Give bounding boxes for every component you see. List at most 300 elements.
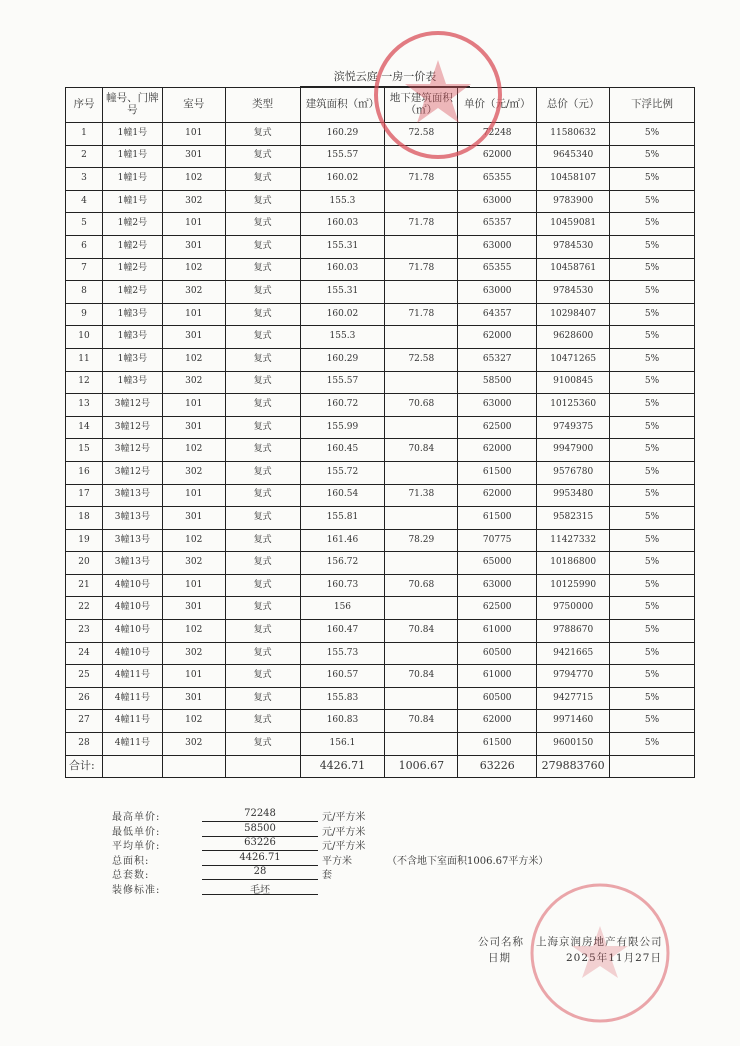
- table-cell: 9947900: [537, 439, 610, 462]
- table-row: [66, 394, 695, 417]
- column-header: 室号: [162, 88, 225, 123]
- table-cell: 62000: [458, 484, 537, 507]
- table-cell: 64357: [458, 303, 537, 326]
- table-cell: 5%: [610, 574, 695, 597]
- table-cell: 5%: [610, 145, 695, 168]
- summary-unit: 平方米: [322, 855, 352, 867]
- table-cell: 5%: [610, 507, 695, 530]
- table-cell: 63000: [458, 190, 537, 213]
- table-cell: 101: [162, 484, 225, 507]
- table-cell: 9784530: [537, 235, 610, 258]
- table-cell: 302: [162, 642, 225, 665]
- table-cell: 155.72: [300, 461, 385, 484]
- column-header: 类型: [225, 88, 300, 123]
- table-cell: 101: [162, 394, 225, 417]
- table-cell: 复式: [225, 371, 300, 394]
- document-title: 滨悦云庭 一房一价表: [300, 68, 470, 87]
- table-cell: 19: [66, 529, 103, 552]
- table-cell: 9971460: [537, 710, 610, 733]
- table-cell: 复式: [225, 642, 300, 665]
- table-cell: 10458761: [537, 258, 610, 281]
- total-cell: [610, 755, 695, 778]
- table-cell: 9783900: [537, 190, 610, 213]
- table-cell: 5%: [610, 235, 695, 258]
- table-cell: 6: [66, 235, 103, 258]
- column-header: 下浮比例: [610, 88, 695, 123]
- table-row: [66, 439, 695, 462]
- total-cell: 1006.67: [385, 755, 458, 778]
- table-cell: 复式: [225, 123, 300, 146]
- total-cell: [225, 755, 300, 778]
- table-cell: 102: [162, 258, 225, 281]
- table-cell: 101: [162, 303, 225, 326]
- table-cell: 1幢3号: [102, 303, 162, 326]
- table-cell: 5%: [610, 439, 695, 462]
- table-cell: 5%: [610, 733, 695, 756]
- table-cell: [385, 687, 458, 710]
- table-row: [66, 710, 695, 733]
- table-row: [66, 529, 695, 552]
- table-cell: 4幢10号: [102, 620, 162, 643]
- table-cell: 17: [66, 484, 103, 507]
- column-header: 建筑面积（㎡）: [300, 88, 385, 123]
- table-cell: 9600150: [537, 733, 610, 756]
- table-cell: 16: [66, 461, 103, 484]
- table-cell: 5%: [610, 710, 695, 733]
- table-cell: 复式: [225, 574, 300, 597]
- table-cell: 63000: [458, 281, 537, 304]
- table-cell: 10471265: [537, 348, 610, 371]
- table-cell: 160.03: [300, 258, 385, 281]
- summary-value: 72248: [202, 808, 318, 822]
- company-block: [478, 934, 663, 966]
- table-cell: [385, 507, 458, 530]
- total-cell: 279883760: [537, 755, 610, 778]
- table-cell: 复式: [225, 529, 300, 552]
- table-cell: [385, 733, 458, 756]
- table-cell: 4幢11号: [102, 733, 162, 756]
- table-cell: [385, 642, 458, 665]
- table-cell: [385, 597, 458, 620]
- summary-note: （不含地下室面积1006.67平方米）: [387, 855, 549, 867]
- table-cell: 71.78: [385, 168, 458, 191]
- table-cell: 复式: [225, 461, 300, 484]
- table-cell: 60500: [458, 642, 537, 665]
- table-cell: [385, 552, 458, 575]
- table-cell: [385, 326, 458, 349]
- table-row: [66, 348, 695, 371]
- table-row: [66, 190, 695, 213]
- table-cell: 5%: [610, 552, 695, 575]
- table-cell: 62000: [458, 439, 537, 462]
- table-cell: 9784530: [537, 281, 610, 304]
- table-cell: [385, 281, 458, 304]
- table-cell: 302: [162, 281, 225, 304]
- table-cell: 301: [162, 507, 225, 530]
- table-cell: 155.83: [300, 687, 385, 710]
- column-header: 单价（元/㎡）: [458, 88, 537, 123]
- table-row: [66, 213, 695, 236]
- table-cell: 1幢2号: [102, 281, 162, 304]
- table-cell: 160.02: [300, 303, 385, 326]
- column-header: 总价（元）: [537, 88, 610, 123]
- table-cell: 155.31: [300, 235, 385, 258]
- table-cell: 160.29: [300, 348, 385, 371]
- table-cell: 5%: [610, 665, 695, 688]
- table-cell: 1幢1号: [102, 123, 162, 146]
- table-cell: 62500: [458, 597, 537, 620]
- table-cell: 11580632: [537, 123, 610, 146]
- table-header-row: [66, 88, 695, 123]
- table-cell: [385, 235, 458, 258]
- table-cell: 61500: [458, 461, 537, 484]
- table-cell: 72.58: [385, 348, 458, 371]
- table-cell: 3幢13号: [102, 552, 162, 575]
- table-row: [66, 461, 695, 484]
- table-cell: 3幢13号: [102, 507, 162, 530]
- table-cell: 复式: [225, 439, 300, 462]
- table-cell: 70.84: [385, 665, 458, 688]
- company-name: 上海京润房地产有限公司: [536, 936, 663, 948]
- table-cell: 1幢3号: [102, 371, 162, 394]
- table-cell: 65327: [458, 348, 537, 371]
- summary-unit: 元/平方米: [322, 841, 366, 852]
- table-cell: 101: [162, 574, 225, 597]
- table-row: [66, 303, 695, 326]
- table-cell: 9953480: [537, 484, 610, 507]
- table-cell: 156.1: [300, 733, 385, 756]
- table-cell: 101: [162, 213, 225, 236]
- table-cell: 4: [66, 190, 103, 213]
- table-row: [66, 235, 695, 258]
- table-cell: 63000: [458, 574, 537, 597]
- table-row: [66, 620, 695, 643]
- table-cell: 155.73: [300, 642, 385, 665]
- table-cell: 2: [66, 145, 103, 168]
- table-cell: 5%: [610, 303, 695, 326]
- table-cell: 4幢10号: [102, 597, 162, 620]
- table-cell: 18: [66, 507, 103, 530]
- table-cell: 10458107: [537, 168, 610, 191]
- table-cell: 3幢13号: [102, 529, 162, 552]
- table-cell: 62000: [458, 145, 537, 168]
- table-cell: 302: [162, 461, 225, 484]
- table-cell: 3幢12号: [102, 416, 162, 439]
- table-cell: 9750000: [537, 597, 610, 620]
- table-cell: 11: [66, 348, 103, 371]
- table-cell: 5%: [610, 258, 695, 281]
- table-cell: 4幢10号: [102, 642, 162, 665]
- table-cell: 160.54: [300, 484, 385, 507]
- table-cell: 12: [66, 371, 103, 394]
- table-cell: 15: [66, 439, 103, 462]
- table-cell: 71.78: [385, 303, 458, 326]
- table-cell: 301: [162, 326, 225, 349]
- total-cell: [102, 755, 162, 778]
- table-cell: 4幢11号: [102, 687, 162, 710]
- table-cell: 1幢2号: [102, 235, 162, 258]
- table-cell: 9794770: [537, 665, 610, 688]
- table-cell: 1幢2号: [102, 258, 162, 281]
- table-cell: 160.45: [300, 439, 385, 462]
- table-cell: 302: [162, 371, 225, 394]
- column-header: 地下建筑面积（㎡）: [385, 88, 458, 123]
- column-header: 幢号、门牌号: [102, 88, 162, 123]
- table-cell: 5%: [610, 371, 695, 394]
- table-cell: 3幢12号: [102, 461, 162, 484]
- total-cell: 合计:: [66, 755, 103, 778]
- date-value: 2025年11月27日: [566, 952, 662, 964]
- table-cell: 155.81: [300, 507, 385, 530]
- table-cell: 5%: [610, 529, 695, 552]
- table-cell: 5%: [610, 190, 695, 213]
- table-cell: 160.83: [300, 710, 385, 733]
- table-cell: 155.31: [300, 281, 385, 304]
- table-cell: 复式: [225, 394, 300, 417]
- table-cell: 301: [162, 597, 225, 620]
- summary-value: 63226: [202, 837, 318, 851]
- table-cell: [385, 416, 458, 439]
- table-cell: 9427715: [537, 687, 610, 710]
- table-cell: 4幢11号: [102, 710, 162, 733]
- table-cell: 70.84: [385, 439, 458, 462]
- table-cell: 61500: [458, 507, 537, 530]
- table-cell: 102: [162, 439, 225, 462]
- table-cell: 78.29: [385, 529, 458, 552]
- table-cell: 9645340: [537, 145, 610, 168]
- table-cell: 62000: [458, 326, 537, 349]
- summary-label: 装修标准:: [112, 884, 161, 896]
- table-cell: 156.72: [300, 552, 385, 575]
- table-cell: 3幢12号: [102, 394, 162, 417]
- table-row: [66, 326, 695, 349]
- table-cell: 155.3: [300, 190, 385, 213]
- table-cell: 1: [66, 123, 103, 146]
- summary-label: 总面积:: [112, 855, 150, 867]
- table-cell: 复式: [225, 303, 300, 326]
- summary-label: 总套数:: [112, 870, 150, 881]
- summary-label: 最高单价:: [112, 812, 161, 823]
- table-cell: 21: [66, 574, 103, 597]
- table-cell: 9788670: [537, 620, 610, 643]
- table-cell: 复式: [225, 281, 300, 304]
- table-cell: 155.57: [300, 371, 385, 394]
- table-cell: 302: [162, 552, 225, 575]
- table-cell: [385, 190, 458, 213]
- table-cell: 5%: [610, 461, 695, 484]
- summary-label: 平均单价:: [112, 841, 161, 852]
- table-cell: 13: [66, 394, 103, 417]
- table-cell: 复式: [225, 258, 300, 281]
- table-cell: 160.29: [300, 123, 385, 146]
- table-cell: 71.38: [385, 484, 458, 507]
- table-cell: [385, 145, 458, 168]
- table-cell: 10125990: [537, 574, 610, 597]
- table-cell: 301: [162, 416, 225, 439]
- table-cell: 72.58: [385, 123, 458, 146]
- table-row: [66, 687, 695, 710]
- table-cell: 61000: [458, 665, 537, 688]
- table-cell: 65000: [458, 552, 537, 575]
- table-cell: 5%: [610, 416, 695, 439]
- table-cell: 复式: [225, 235, 300, 258]
- table-cell: 102: [162, 529, 225, 552]
- total-cell: [162, 755, 225, 778]
- table-cell: 10459081: [537, 213, 610, 236]
- table-cell: 复式: [225, 145, 300, 168]
- summary-unit: 元/平方米: [322, 812, 366, 823]
- table-cell: 10298407: [537, 303, 610, 326]
- table-cell: 23: [66, 620, 103, 643]
- table-cell: 9: [66, 303, 103, 326]
- column-header: 序号: [66, 88, 103, 123]
- total-cell: 4426.71: [300, 755, 385, 778]
- table-cell: 5%: [610, 642, 695, 665]
- table-row: [66, 168, 695, 191]
- table-cell: 61000: [458, 620, 537, 643]
- table-cell: 5: [66, 213, 103, 236]
- table-cell: 156: [300, 597, 385, 620]
- table-cell: 复式: [225, 597, 300, 620]
- table-cell: 1幢1号: [102, 145, 162, 168]
- table-cell: 5%: [610, 597, 695, 620]
- table-cell: 1幢1号: [102, 168, 162, 191]
- table-cell: 复式: [225, 552, 300, 575]
- table-cell: 9576780: [537, 461, 610, 484]
- table-cell: 复式: [225, 710, 300, 733]
- table-cell: 70.68: [385, 394, 458, 417]
- table-cell: 161.46: [300, 529, 385, 552]
- table-row: [66, 371, 695, 394]
- table-cell: 5%: [610, 687, 695, 710]
- table-cell: 5%: [610, 168, 695, 191]
- table-cell: 63000: [458, 394, 537, 417]
- table-cell: 3幢13号: [102, 484, 162, 507]
- table-cell: 60500: [458, 687, 537, 710]
- table-cell: 160.03: [300, 213, 385, 236]
- table-cell: 26: [66, 687, 103, 710]
- table-cell: 65357: [458, 213, 537, 236]
- table-cell: 302: [162, 733, 225, 756]
- table-cell: 1幢2号: [102, 213, 162, 236]
- table-row: [66, 123, 695, 146]
- table-cell: 9628600: [537, 326, 610, 349]
- table-row: [66, 507, 695, 530]
- summary-value: 毛坯: [202, 881, 318, 895]
- table-cell: 71.78: [385, 213, 458, 236]
- table-cell: 9749375: [537, 416, 610, 439]
- table-cell: 20: [66, 552, 103, 575]
- table-cell: 102: [162, 168, 225, 191]
- table-cell: 复式: [225, 416, 300, 439]
- table-cell: 复式: [225, 213, 300, 236]
- summary-unit: 套: [322, 870, 332, 881]
- table-cell: 8: [66, 281, 103, 304]
- table-cell: 28: [66, 733, 103, 756]
- table-cell: 65355: [458, 258, 537, 281]
- price-table: [65, 87, 695, 778]
- table-cell: 65355: [458, 168, 537, 191]
- table-cell: 72248: [458, 123, 537, 146]
- table-row: [66, 574, 695, 597]
- table-cell: 5%: [610, 620, 695, 643]
- table-cell: 62000: [458, 710, 537, 733]
- table-cell: 70775: [458, 529, 537, 552]
- table-cell: 160.72: [300, 394, 385, 417]
- summary-value: 58500: [202, 823, 318, 837]
- table-cell: 1幢3号: [102, 348, 162, 371]
- summary-unit: 元/平方米: [322, 826, 366, 838]
- table-cell: 3幢12号: [102, 439, 162, 462]
- table-cell: 155.3: [300, 326, 385, 349]
- table-row: [66, 145, 695, 168]
- table-row: [66, 642, 695, 665]
- table-cell: 101: [162, 123, 225, 146]
- table-cell: 5%: [610, 123, 695, 146]
- table-cell: 5%: [610, 213, 695, 236]
- table-row: [66, 281, 695, 304]
- table-cell: 9421665: [537, 642, 610, 665]
- table-cell: 1幢3号: [102, 326, 162, 349]
- table-cell: 155.57: [300, 145, 385, 168]
- table-cell: 5%: [610, 348, 695, 371]
- table-cell: 27: [66, 710, 103, 733]
- table-row: [66, 416, 695, 439]
- table-cell: 复式: [225, 484, 300, 507]
- table-row: [66, 552, 695, 575]
- table-cell: 复式: [225, 733, 300, 756]
- table-cell: 63000: [458, 235, 537, 258]
- table-cell: 复式: [225, 620, 300, 643]
- table-cell: 160.57: [300, 665, 385, 688]
- table-cell: 70.84: [385, 620, 458, 643]
- table-cell: 302: [162, 190, 225, 213]
- company-name-label: 公司名称: [478, 936, 524, 948]
- table-cell: 9582315: [537, 507, 610, 530]
- date-label: 日期: [488, 952, 511, 964]
- summary-value: 4426.71: [202, 852, 318, 866]
- table-cell: 3: [66, 168, 103, 191]
- table-cell: 复式: [225, 507, 300, 530]
- table-cell: 301: [162, 145, 225, 168]
- table-cell: 4幢10号: [102, 574, 162, 597]
- table-cell: 1幢1号: [102, 190, 162, 213]
- table-cell: 71.78: [385, 258, 458, 281]
- table-cell: 5%: [610, 484, 695, 507]
- table-cell: [385, 371, 458, 394]
- table-cell: 复式: [225, 665, 300, 688]
- table-cell: 301: [162, 687, 225, 710]
- table-cell: 复式: [225, 687, 300, 710]
- summary-label: 最低单价:: [112, 826, 161, 838]
- table-row: [66, 258, 695, 281]
- table-cell: 11427332: [537, 529, 610, 552]
- table-cell: 155.99: [300, 416, 385, 439]
- table-cell: 7: [66, 258, 103, 281]
- table-cell: 61500: [458, 733, 537, 756]
- table-cell: 4幢11号: [102, 665, 162, 688]
- table-cell: 复式: [225, 348, 300, 371]
- table-row: [66, 665, 695, 688]
- table-cell: 160.47: [300, 620, 385, 643]
- table-row: [66, 597, 695, 620]
- table-cell: 5%: [610, 394, 695, 417]
- table-cell: 70.84: [385, 710, 458, 733]
- table-cell: 10: [66, 326, 103, 349]
- table-cell: 160.73: [300, 574, 385, 597]
- table-cell: 复式: [225, 190, 300, 213]
- table-cell: 10125360: [537, 394, 610, 417]
